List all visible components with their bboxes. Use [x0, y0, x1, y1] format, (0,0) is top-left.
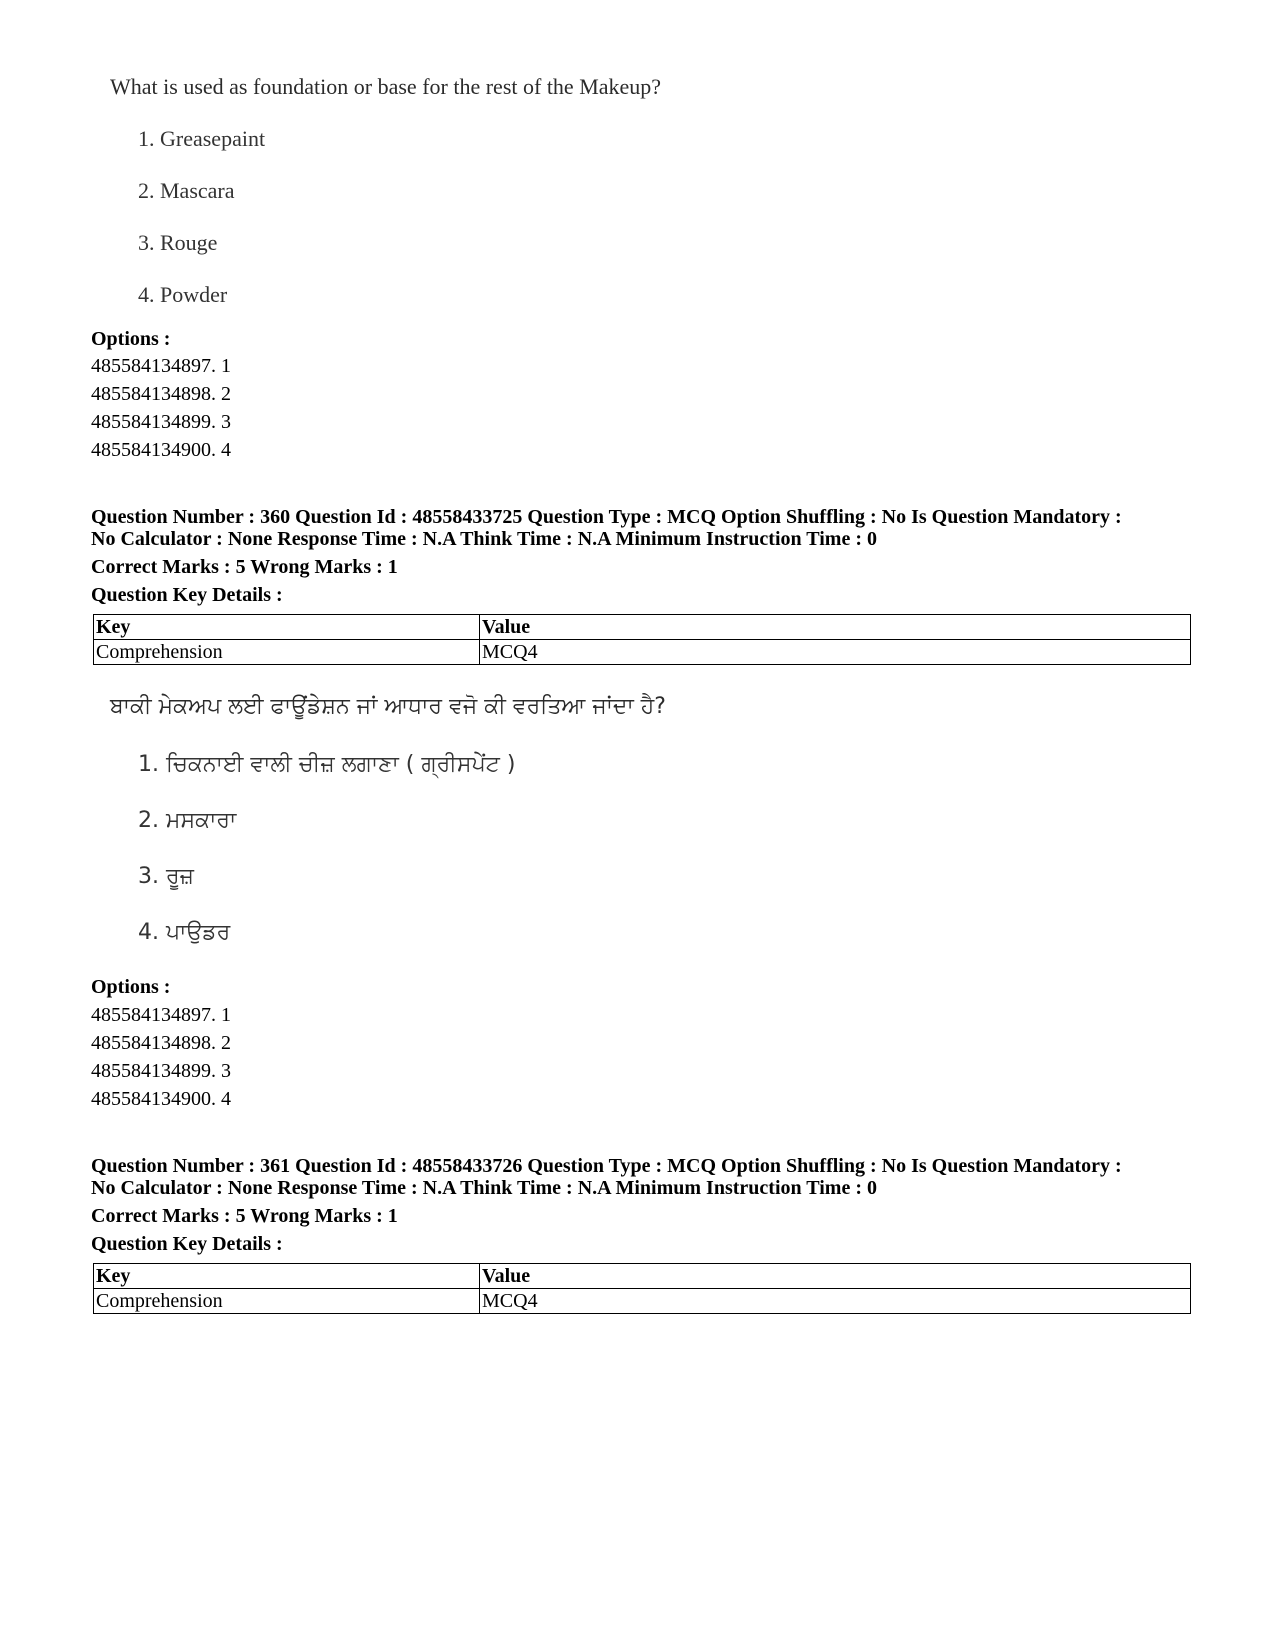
choice-1-punjabi: 1. ਚਿਕਨਾਈ ਵਾਲੀ ਚੀਜ਼ ਲਗਾਣਾ ( ਗ੍ਰੀਸਪੇਂਟ ) — [138, 752, 516, 777]
table-header-row — [94, 615, 1191, 640]
table-header-row — [94, 1264, 1191, 1289]
question-stem-english: What is used as foundation or base for the rest of the Makeup? — [110, 74, 662, 99]
option-id-4: 485584134900. 4 — [91, 439, 231, 461]
table-header-value: Value — [480, 1264, 1191, 1289]
option-id-2: 485584134898. 2 — [91, 1032, 231, 1054]
table-cell-key: Comprehension — [94, 1289, 480, 1314]
question-stem-punjabi: ਬਾਕੀ ਮੇਕਅਪ ਲਈ ਫਾਊਂਡੇਸ਼ਨ ਜਾਂ ਆਧਾਰ ਵਜੋ ਕੀ ਵਰਤਿਆ ਜਾਂਦਾ ਹੈ? — [110, 694, 666, 719]
choice-2-english: 2. Mascara — [138, 178, 235, 203]
option-id-3: 485584134899. 3 — [91, 1060, 231, 1082]
key-details-label: Question Key Details : — [91, 584, 283, 606]
table-row — [94, 1289, 1191, 1314]
key-details-table — [93, 1263, 1191, 1314]
table-cell-key: Comprehension — [94, 640, 480, 665]
question-header-line1: Question Number : 360 Question Id : 48558433725 Question Type : MCQ Option Shuffling : No Is Question Mandatory : — [91, 506, 1122, 528]
question-header-line2: No Calculator : None Response Time : N.A Think Time : N.A Minimum Instruction Time : 0 — [91, 528, 877, 550]
table-header-key: Key — [94, 615, 480, 640]
option-id-1: 485584134897. 1 — [91, 1004, 231, 1026]
marks-line: Correct Marks : 5 Wrong Marks : 1 — [91, 1205, 398, 1227]
options-label: Options : — [91, 976, 171, 998]
question-header-line1: Question Number : 361 Question Id : 48558433726 Question Type : MCQ Option Shuffling : No Is Question Mandatory : — [91, 1155, 1122, 1177]
table-header-key: Key — [94, 1264, 480, 1289]
option-id-1: 485584134897. 1 — [91, 355, 231, 377]
choice-3-punjabi: 3. ਰੂਜ਼ — [138, 864, 194, 889]
question-header-line2: No Calculator : None Response Time : N.A Think Time : N.A Minimum Instruction Time : 0 — [91, 1177, 877, 1199]
option-id-3: 485584134899. 3 — [91, 411, 231, 433]
key-details-label: Question Key Details : — [91, 1233, 283, 1255]
option-id-2: 485584134898. 2 — [91, 383, 231, 405]
option-id-4: 485584134900. 4 — [91, 1088, 231, 1110]
choice-4-punjabi: 4. ਪਾਉਡਰ — [138, 920, 231, 945]
table-header-value: Value — [480, 615, 1191, 640]
table-cell-value: MCQ4 — [480, 1289, 1191, 1314]
choice-1-english: 1. Greasepaint — [138, 126, 266, 151]
marks-line: Correct Marks : 5 Wrong Marks : 1 — [91, 556, 398, 578]
choice-4-english: 4. Powder — [138, 282, 228, 307]
choice-3-english: 3. Rouge — [138, 230, 218, 255]
key-details-table — [93, 614, 1191, 665]
choice-2-punjabi: 2. ਮਸਕਾਰਾ — [138, 808, 237, 833]
options-label: Options : — [91, 328, 171, 350]
table-row — [94, 640, 1191, 665]
table-cell-value: MCQ4 — [480, 640, 1191, 665]
